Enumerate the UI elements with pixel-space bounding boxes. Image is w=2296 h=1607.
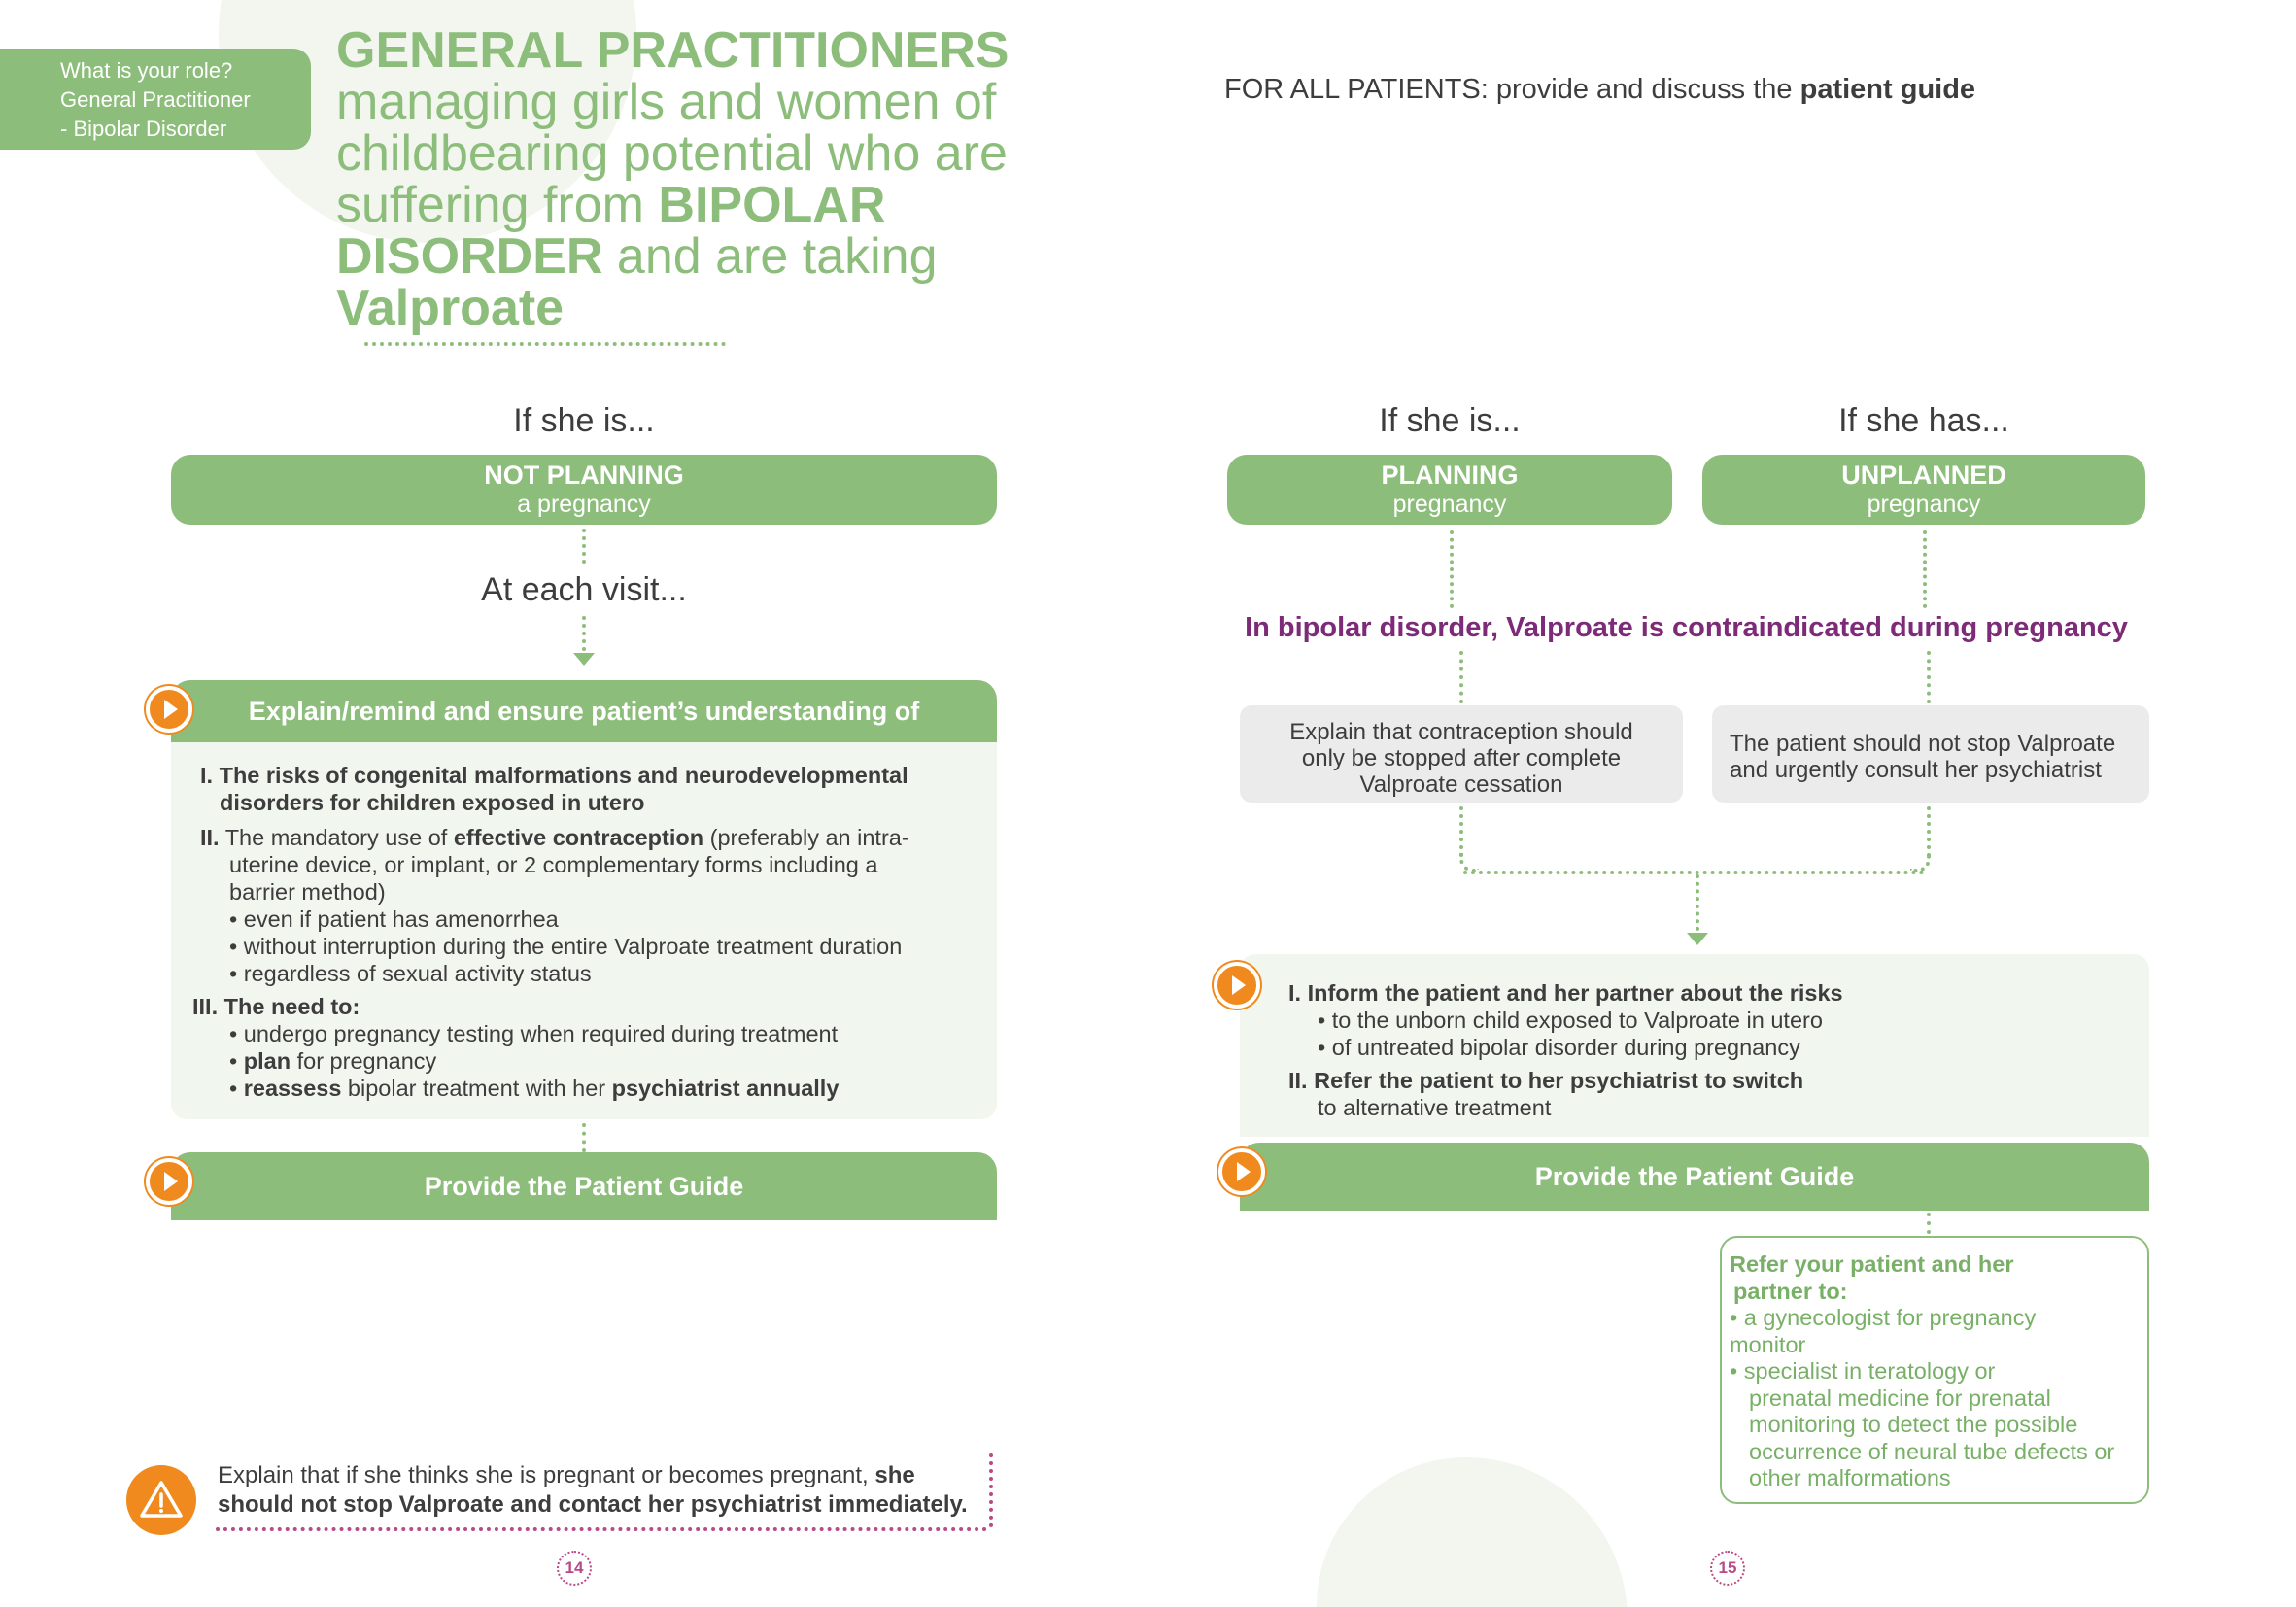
item3-b2-bullet: •	[229, 1048, 244, 1074]
grey2-line2: and urgently consult her psychiatrist	[1730, 757, 2102, 783]
play-icon-left-guide	[146, 1158, 192, 1205]
refer-head: II. Refer the patient to her psychiatrist to switch	[1288, 1068, 1804, 1093]
title-line5	[336, 228, 1036, 285]
right-if-she-has: If she has...	[1838, 402, 2009, 439]
grey1-line1: Explain that contraception should	[1289, 719, 1633, 745]
title-line4	[336, 177, 1036, 233]
title-line1	[336, 22, 1036, 79]
role-tab	[0, 49, 311, 150]
role-tab-line3: - Bipolar Disorder	[60, 117, 227, 141]
item2-a: The mandatory use of	[219, 825, 454, 850]
planning-connector-2	[1459, 651, 1463, 703]
left-provide-guide	[171, 1152, 997, 1220]
left-connector-2	[582, 616, 586, 651]
item3-b2-rest: for pregnancy	[291, 1048, 437, 1074]
play-icon-explain	[146, 686, 192, 733]
merge-center-down	[1696, 874, 1699, 931]
page-title	[336, 22, 1036, 336]
warning-line2: should not stop Valproate and contact her psychiatrist immediately.	[218, 1491, 968, 1518]
warning-line1	[218, 1461, 995, 1490]
refer-box-head2: partner to:	[1733, 1278, 1848, 1304]
planning-sub: pregnancy	[1392, 491, 1507, 518]
planning-box	[1227, 455, 1672, 525]
item2-bullet1: • even if patient has amenorrhea	[229, 906, 559, 932]
item2-line2: uterine device, or implant, or 2 complementary forms including a	[229, 852, 878, 877]
warning-dotted-bottom	[216, 1527, 987, 1531]
item2-c: (preferably an intra-	[703, 825, 909, 850]
left-provide-guide-text: Provide the Patient Guide	[424, 1172, 744, 1201]
page-number-15-text: 15	[1718, 1558, 1737, 1577]
unplanned-sub: pregnancy	[1867, 491, 1981, 518]
grey2-line1: The patient should not stop Valproate	[1730, 731, 2116, 757]
item3-b3-mid: bipolar treatment with her	[341, 1076, 612, 1101]
explain-content	[171, 742, 997, 1119]
not-planning-label: NOT PLANNING	[484, 461, 684, 490]
not-planning-box	[171, 455, 997, 525]
item3-bullet2	[192, 1047, 997, 1075]
all-patients-b: patient guide	[1799, 74, 1976, 105]
refer-box	[1720, 1236, 2149, 1504]
item3-head: III. The need to:	[192, 994, 360, 1019]
role-tab-line2: General Practitioner	[60, 87, 251, 112]
play-icon-inform	[1214, 962, 1260, 1009]
title-line4-b: BIPOLAR	[658, 177, 886, 233]
role-tab-line1: What is your role?	[60, 58, 233, 83]
page-number-14-text: 14	[565, 1558, 584, 1577]
item3-bullet3	[192, 1075, 997, 1102]
title-bold1: GENERAL PRACTITIONERS	[336, 22, 1010, 79]
item2-bullet2: • without interruption during the entire Valproate treatment duration	[229, 934, 903, 959]
contraindicated-statement: In bipolar disorder, Valproate is contraindicated during pregnancy	[1245, 612, 2128, 643]
item3-b3-bold1: reassess	[243, 1076, 342, 1101]
grey1-line2: only be stopped after complete	[1301, 745, 1622, 771]
warning-dotted-side	[989, 1453, 993, 1527]
explain-header	[171, 680, 997, 742]
item3	[192, 993, 997, 1102]
unplanned-label: UNPLANNED	[1841, 461, 2006, 490]
explain-header-text: Explain/remind and ensure patient’s understanding of	[248, 697, 920, 726]
warning-icon	[126, 1465, 196, 1535]
right-provide-guide	[1240, 1143, 2149, 1211]
inform-box	[1240, 954, 2149, 1137]
title-line5-b: and are taking	[602, 228, 938, 285]
unplanned-connector-2	[1927, 651, 1931, 703]
merge-corner-left	[1459, 853, 1479, 872]
item2-line1	[200, 824, 997, 851]
inform-bullet2: • of untreated bipolar disorder during pregnancy	[1318, 1035, 1800, 1060]
item2-b: effective contraception	[453, 825, 704, 850]
item2-line3: barrier method)	[229, 879, 386, 905]
all-patients-line	[1224, 74, 2196, 106]
page-number-14	[557, 1551, 592, 1586]
all-patients-a: FOR ALL PATIENTS: provide and discuss the	[1224, 74, 1800, 105]
item3-b2-bold: plan	[243, 1048, 291, 1074]
refer-box-b2b: prenatal medicine for prenatal	[1749, 1385, 2051, 1411]
grey1-line3: Valproate cessation	[1359, 771, 1563, 798]
not-stop-valproate-box	[1712, 705, 2149, 803]
play-icon-right-guide	[1218, 1148, 1265, 1195]
refer-box-b2c: monitoring to detect the possible	[1749, 1412, 2078, 1437]
title-underline	[364, 342, 726, 346]
refer-box-b2d: occurrence of neural tube defects or	[1749, 1438, 2115, 1464]
refer-box-b1b: monitor	[1730, 1331, 1806, 1357]
warning-a: Explain that if she thinks she is pregnant or becomes pregnant,	[218, 1462, 875, 1488]
left-if-she-is: If she is...	[513, 402, 655, 439]
left-connector-3	[582, 1123, 586, 1152]
contraception-explain-box	[1240, 705, 1683, 803]
refer-box-head1: Refer your patient and her	[1730, 1251, 2014, 1277]
item1-line1: I. The risks of congenital malformations and neurodevelopmental	[200, 763, 908, 788]
title-line4-a: suffering from	[336, 177, 659, 233]
item2-bullet3: • regardless of sexual activity status	[229, 961, 592, 986]
item2	[200, 824, 997, 987]
inform-bullet1: • to the unborn child exposed to Valproate in utero	[1318, 1008, 1823, 1033]
merge-horizontal	[1463, 871, 1924, 874]
background-blob-bottom	[1317, 1457, 1628, 1607]
refer-line2: to alternative treatment	[1318, 1095, 1552, 1120]
at-each-visit: At each visit...	[481, 571, 687, 608]
item1-line2: disorders for children exposed in utero	[220, 790, 645, 815]
item3-bullet1: • undergo pregnancy testing when required during treatment	[229, 1021, 839, 1046]
planning-connector-1	[1450, 530, 1454, 608]
item1	[200, 762, 997, 816]
merge-corner-right	[1910, 853, 1931, 872]
merge-right-down	[1927, 806, 1931, 857]
right-provide-guide-text: Provide the Patient Guide	[1534, 1162, 1855, 1191]
left-connector-1	[582, 529, 586, 564]
page-number-15	[1710, 1551, 1745, 1586]
title-line6-text: Valproate	[336, 280, 565, 336]
merge-left-down	[1459, 806, 1463, 857]
title-line2: managing girls and women of	[336, 74, 997, 130]
refer-connector	[1927, 1213, 1931, 1234]
inform-head: I. Inform the patient and her partner about the risks	[1288, 980, 1843, 1006]
right-arrow-down	[1687, 933, 1708, 945]
title-line3: childbearing potential who are	[336, 125, 1008, 182]
title-line6	[336, 280, 1036, 336]
item3-b3-bullet: •	[229, 1076, 244, 1101]
unplanned-connector-1	[1923, 530, 1927, 608]
item3-b3-bold2: psychiatrist annually	[611, 1076, 840, 1101]
title-line5-a: DISORDER	[336, 228, 603, 285]
not-planning-sub: a pregnancy	[517, 491, 651, 518]
refer-box-b2a: • specialist in teratology or	[1730, 1358, 1996, 1384]
warning-b: she	[874, 1462, 915, 1488]
right-if-she-is: If she is...	[1379, 402, 1521, 439]
unplanned-box	[1702, 455, 2145, 525]
warning-text	[218, 1461, 995, 1520]
refer-box-b2e: other malformations	[1749, 1465, 1951, 1490]
planning-label: PLANNING	[1381, 461, 1519, 490]
left-arrow-down	[573, 653, 595, 666]
refer-box-b1a: • a gynecologist for pregnancy	[1730, 1305, 2037, 1330]
item2-num: II.	[200, 825, 220, 850]
